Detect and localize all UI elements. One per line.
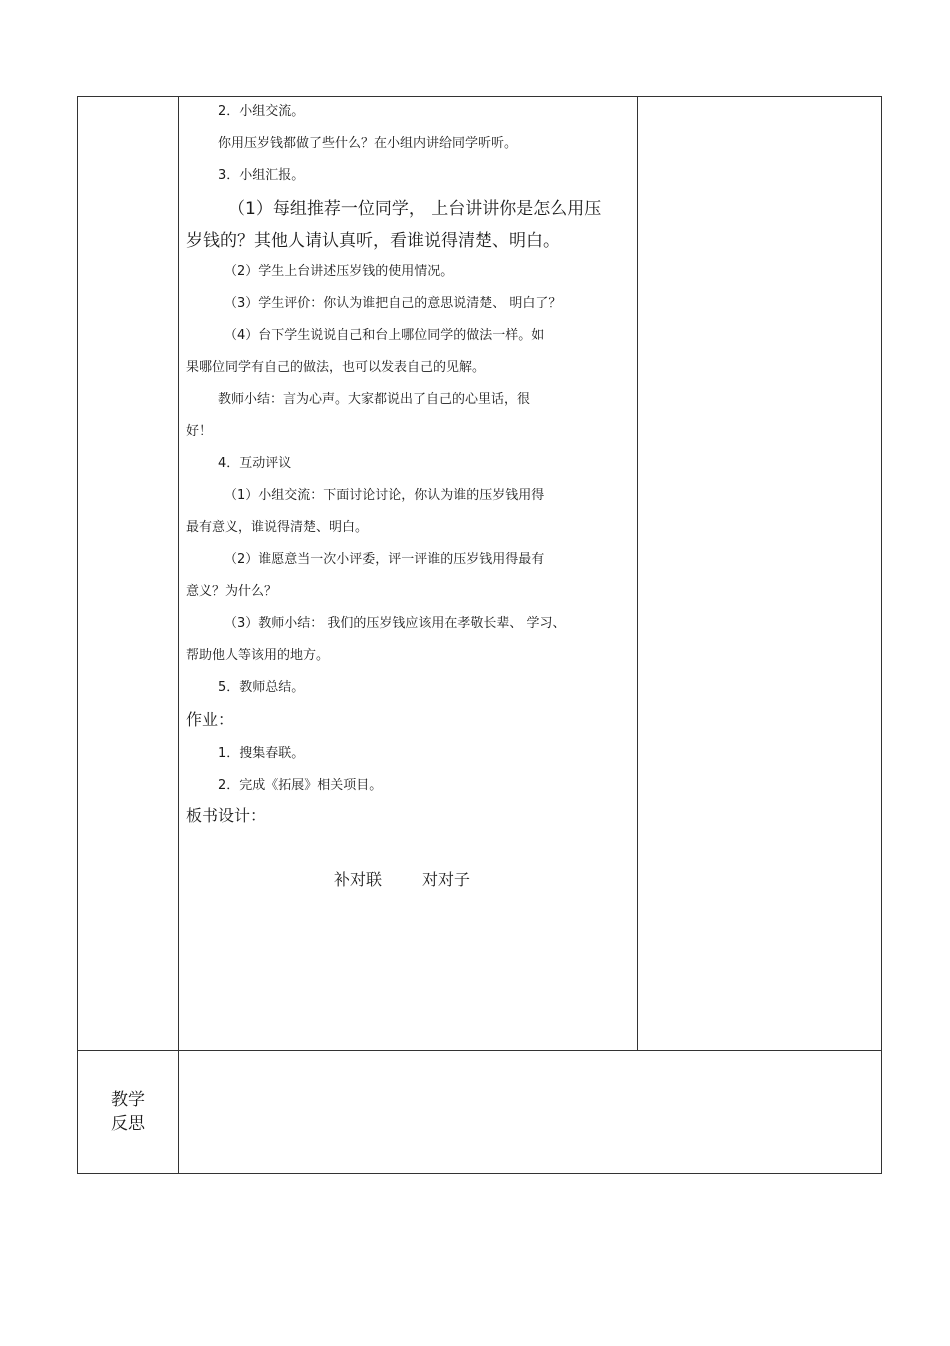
content-line: （2）学生上台讲述压岁钱的使用情况。 xyxy=(224,264,454,279)
content-line: 2．小组交流。 xyxy=(218,104,305,119)
board-item-1: 补对联 xyxy=(334,870,383,889)
content-line: 5．教师总结。 xyxy=(218,680,305,695)
table-border-bottom xyxy=(77,1173,882,1174)
content-line: （2）谁愿意当一次小评委，评一评谁的压岁钱用得最有 xyxy=(224,552,545,567)
content-line: （3）教师小结： 我们的压岁钱应该用在孝敬长辈、 学习、 xyxy=(224,616,566,631)
content-line: （3）学生评价：你认为谁把自己的意思说清楚、 明白了？ xyxy=(224,296,562,311)
content-line: 2．完成《拓展》相关项目。 xyxy=(218,778,383,793)
content-line: （4）台下学生说说自己和台上哪位同学的做法一样。如 xyxy=(224,328,545,343)
board-design-heading: 板书设计： xyxy=(186,806,267,825)
content-line: 意义？为什么？ xyxy=(186,584,278,599)
content-line: 1．搜集春联。 xyxy=(218,746,305,761)
content-line: 最有意义，谁说得清楚、明白。 xyxy=(186,520,369,535)
content-line: 帮助他人等该用的地方。 xyxy=(186,648,330,663)
content-line: 4．互动评议 xyxy=(218,456,292,471)
table-border-left xyxy=(77,96,78,1174)
content-line: 3．小组汇报。 xyxy=(218,168,305,183)
reflection-label-line-1: 教学 xyxy=(111,1090,145,1110)
table-col-divider-1 xyxy=(178,96,179,1174)
table-border-top xyxy=(77,96,882,97)
reflection-label xyxy=(78,1088,178,1136)
table-border-right xyxy=(881,96,882,1174)
homework-heading: 作业： xyxy=(186,710,235,729)
content-line: 好！ xyxy=(186,424,213,439)
table-row-divider xyxy=(77,1050,882,1051)
reflection-label-line-2: 反思 xyxy=(111,1114,145,1134)
content-line: （1）小组交流：下面讨论讨论，你认为谁的压岁钱用得 xyxy=(224,488,545,503)
content-line: 果哪位同学有自己的做法，也可以发表自己的见解。 xyxy=(186,360,486,375)
content-line: 岁钱的？其他人请认真听，看谁说得清楚、明白。 xyxy=(186,231,560,251)
content-line: 你用压岁钱都做了些什么？在小组内讲给同学听听。 xyxy=(218,136,518,151)
content-line: （1）每组推荐一位同学， 上台讲讲你是怎么用压 xyxy=(228,199,602,219)
content-line: 教师小结：言为心声。大家都说出了自己的心里话，很 xyxy=(218,392,531,407)
board-item-2: 对对子 xyxy=(422,870,471,889)
table-col-divider-2 xyxy=(637,96,638,1051)
